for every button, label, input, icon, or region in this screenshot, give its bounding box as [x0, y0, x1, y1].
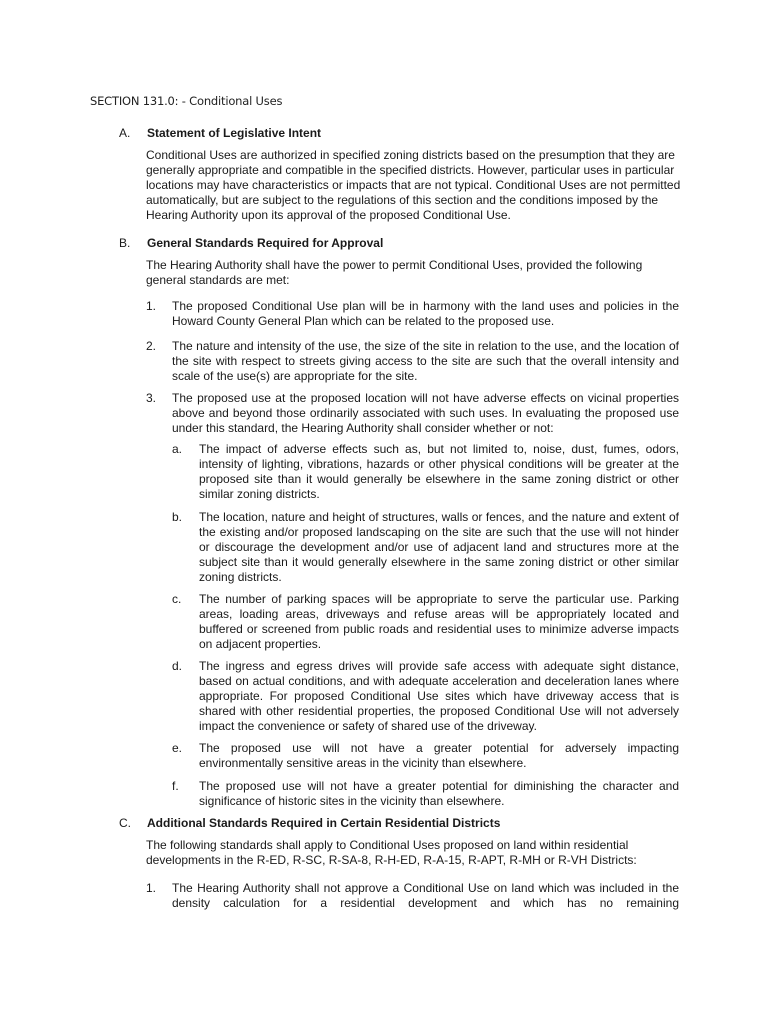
list-number: 3. [146, 391, 157, 405]
section-heading-a [119, 126, 679, 142]
section-letter-b: B. [119, 236, 131, 250]
sub-item-text: The impact of adverse effects such as, but not limited to, noise, dust, fumes, odors, intensity of lighting, vibrations, hazards or other physical conditions will be greater at the proposed site than it would generally be elsewhere in the same zoning district or other similar zoning districts. [199, 442, 679, 501]
page-title: SECTION 131.0: - Conditional Uses [90, 94, 283, 108]
sub-item-3f [172, 779, 679, 811]
list-item-c1 [146, 881, 679, 913]
paragraph-general-standards: The Hearing Authority shall have the power to permit Conditional Uses, provided the following general standards are met: [146, 258, 643, 287]
sub-item-3d [172, 659, 679, 735]
list-item-b2 [146, 339, 679, 385]
paragraph-additional-standards: The following standards shall apply to Conditional Uses proposed on land within residential developments in the R-ED, R-SC, R-SA-8, R-H-ED, R-A-15, R-APT, R-MH or R-VH Districts: [146, 838, 637, 867]
sub-item-3e [172, 741, 679, 773]
sub-item-text: The number of parking spaces will be appropriate to serve the particular use. Parking areas, loading areas, driveways and refuse areas will be appropriately located and buffered or screened from public roads and residential uses to minimize adverse impacts on adjacent properties. [199, 592, 679, 651]
list-item-b1 [146, 299, 679, 331]
list-text: The nature and intensity of the use, the size of the site in relation to the use, and the location of the site with respect to streets giving access to the site are such that the overall intensity and scale of the use(s) are appropriate for the site. [172, 339, 679, 383]
sub-item-letter: d. [172, 659, 183, 673]
list-text: The proposed use at the proposed location will not have adverse effects on vicinal properties above and beyond those ordinarily associated with such uses. In evaluating the proposed use under this standard, the Hearing Authority shall consider whether or not: [172, 391, 679, 435]
sub-item-letter: f. [172, 779, 179, 793]
section-letter-a: A. [119, 126, 131, 140]
section-heading-text-a: Statement of Legislative Intent [147, 126, 322, 140]
sub-item-letter: e. [172, 741, 183, 755]
section-heading-text-c: Additional Standards Required in Certain Residential Districts [147, 816, 501, 830]
sub-item-text: The ingress and egress drives will provide safe access with adequate sight distance, based on actual conditions, and with adequate acceleration and deceleration lanes where appropriate. For proposed Conditional Use sites which have driveway access that is shared with other residential properties, the proposed Conditional Use will not adversely impact the convenience or safety of shared use of the driveway. [199, 659, 679, 733]
list-number: 2. [146, 339, 157, 353]
sub-item-letter: c. [172, 592, 182, 606]
sub-item-letter: a. [172, 442, 183, 456]
sub-item-text: The proposed use will not have a greater potential for diminishing the character and significance of historic sites in the vicinity than elsewhere. [199, 779, 679, 808]
section-heading-c [119, 816, 679, 832]
section-heading-b [119, 236, 679, 252]
section-letter-c: C. [119, 816, 131, 830]
sub-item-letter: b. [172, 510, 183, 524]
list-item-b3 [146, 391, 679, 437]
paragraph-legislative-intent: Conditional Uses are authorized in specified zoning districts based on the presumption that they are generally appropriate and compatible in the specified districts. However, particular uses in particular locations may have characteristics or impacts that are not typical. Conditional Uses are not permitted automatically, but are subject to the regulations of this section and the conditions imposed by the Hearing Authority upon its approval of the proposed Conditional Use. [146, 148, 681, 222]
sub-item-text: The proposed use will not have a greater potential for adversely impacting environmentally sensitive areas in the vicinity than elsewhere. [199, 741, 679, 770]
list-number: 1. [146, 299, 157, 313]
sub-item-3c [172, 592, 679, 654]
list-text: The Hearing Authority shall not approve a Conditional Use on land which was included in the density calculation for a residential development and which has no remaining [172, 881, 679, 910]
sub-item-3a [172, 442, 679, 504]
sub-item-text: The location, nature and height of structures, walls or fences, and the nature and extent of the existing and/or proposed landscaping on the site are such that the use will not hinder or discourage the development and/or use of adjacent land and structures more at the subject site than it would generally elsewhere in the same zoning district or other similar zoning districts. [199, 510, 679, 584]
list-number: 1. [146, 881, 157, 895]
sub-item-3b [172, 510, 679, 586]
section-heading-text-b: General Standards Required for Approval [147, 236, 384, 250]
list-text: The proposed Conditional Use plan will be in harmony with the land uses and policies in the Howard County General Plan which can be related to the proposed use. [172, 299, 679, 328]
